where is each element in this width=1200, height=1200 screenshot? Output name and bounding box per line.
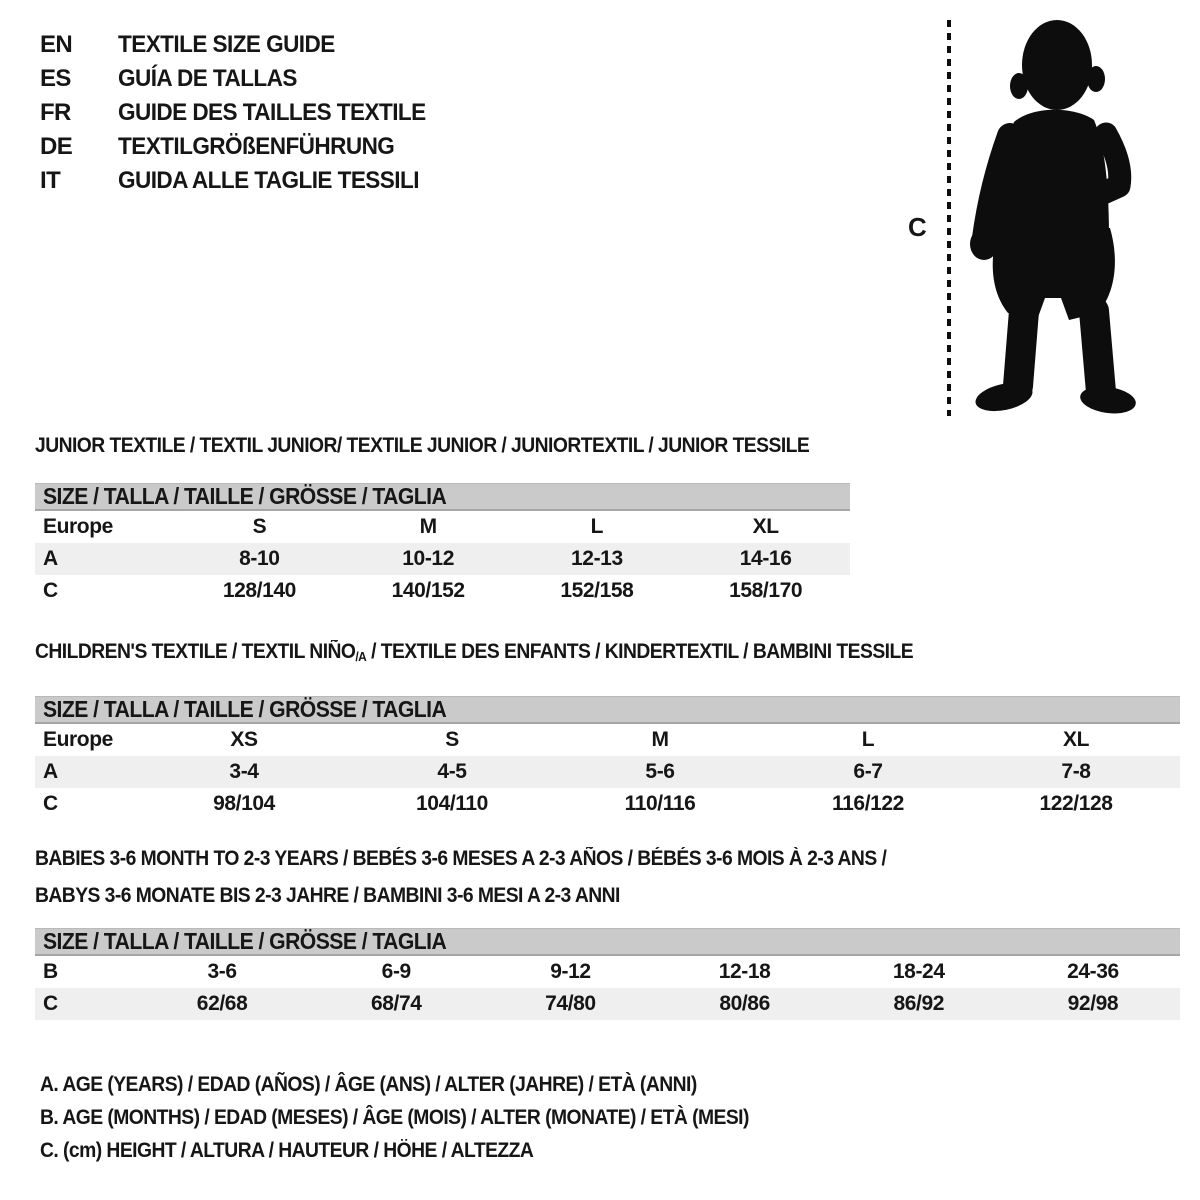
legend-line-a: A. AGE (YEARS) / EDAD (AÑOS) / ÂGE (ANS) / ALTER (JAHRE) / ETÀ (ANNI) [40,1073,697,1096]
legend-line-b: B. AGE (MONTHS) / EDAD (MESES) / ÂGE (MOIS) / ALTER (MONATE) / ETÀ (MESI) [40,1106,749,1129]
size-header-label: SIZE / TALLA / TAILLE / GRÖSSE / TAGLIA [43,696,447,722]
age-cell: 6-9 [381,960,411,983]
children-title-subscript: /A [355,649,367,664]
language-row-fr [40,96,445,130]
height-cell: 140/152 [391,579,465,602]
language-row-de [40,130,445,164]
babies-size-table [35,928,1180,1020]
junior-size-table [35,483,850,607]
height-cell: 158/170 [729,579,803,602]
height-cell: 74/80 [545,992,596,1015]
guide-title-fr: GUIDE DES TAILLES TEXTILE [118,99,426,126]
table-row-height-cm [35,575,850,607]
children-section-title [35,641,1088,668]
height-measure-dashed-line [947,20,951,416]
age-cell: 24-36 [1067,960,1119,983]
age-cell: 9-12 [550,960,591,983]
legend-line-c: C. (cm) HEIGHT / ALTURA / HAUTEUR / HÖHE / ALTEZZA [40,1139,534,1162]
children-title-rest: / TEXTILE DES ENFANTS / KINDERTEXTIL / BAMBINI TESSILE [366,640,914,663]
size-header-label: SIZE / TALLA / TAILLE / GRÖSSE / TAGLIA [43,928,447,954]
age-cell: 10-12 [402,547,454,570]
language-code: ES [40,65,71,92]
height-cell: 122/128 [1039,792,1113,815]
babies-title-line2: BABYS 3-6 MONATE BIS 2-3 JAHRE / BAMBINI 3-6 MESI A 2-3 ANNI [35,884,620,907]
children-section [35,641,1180,820]
table-row-europe [35,724,1180,756]
guide-title-es: GUÍA DE TALLAS [118,65,297,92]
language-title-list [40,28,445,198]
row-label: A [43,760,58,783]
junior-section [35,435,850,607]
language-code: DE [40,133,73,160]
size-cell: S [252,515,267,538]
age-cell: 4-5 [437,760,467,783]
age-cell: 3-4 [229,760,259,783]
guide-title-de: TEXTILGRÖßENFÜHRUNG [118,133,395,160]
language-code: IT [40,167,61,194]
babies-title-line1: BABIES 3-6 MONTH TO 2-3 YEARS / BEBÉS 3-6 MESES A 2-3 AÑOS / BÉBÉS 3-6 MOIS À 2-3 ANS / [35,847,887,870]
age-cell: 6-7 [853,760,883,783]
table-row-height-cm [35,988,1180,1020]
age-cell: 12-18 [718,960,771,983]
row-label: Europe [43,515,113,538]
age-cell: 14-16 [739,547,792,570]
height-cell: 110/116 [624,792,696,815]
height-cell: 104/110 [416,792,488,815]
row-label: C [43,792,58,815]
height-cell: 152/158 [560,579,634,602]
height-cell: 92/98 [1067,992,1119,1015]
legend-block [40,1068,811,1167]
age-cell: 3-6 [207,960,237,983]
size-header-bar [35,483,850,511]
height-cell: 98/104 [213,792,275,815]
row-label: C [43,579,58,602]
size-cell: L [590,515,604,538]
size-header-bar [35,696,1180,724]
toddler-silhouette [968,16,1140,420]
table-row-age-years [35,543,850,575]
height-cell: 62/68 [196,992,248,1015]
table-row-europe [35,511,850,543]
language-row-it [40,164,445,198]
table-row-age-months [35,956,1180,988]
height-cell: 128/140 [222,579,296,602]
size-cell: M [419,515,437,538]
language-row-en [40,28,445,62]
babies-section-title [35,840,1088,914]
size-cell: L [861,728,875,751]
children-size-table [35,696,1180,820]
size-cell: XS [230,728,258,751]
age-cell: 8-10 [239,547,280,570]
language-code: EN [40,31,73,58]
table-row-height-cm [35,788,1180,820]
height-cell: 116/122 [832,792,904,815]
age-cell: 18-24 [892,960,945,983]
junior-section-title: JUNIOR TEXTILE / TEXTIL JUNIOR/ TEXTILE JUNIOR / JUNIORTEXTIL / JUNIOR TESSILE [35,434,810,457]
size-header-label: SIZE / TALLA / TAILLE / GRÖSSE / TAGLIA [43,483,447,509]
size-header-bar [35,928,1180,956]
guide-title-it: GUIDA ALLE TAGLIE TESSILI [118,167,419,194]
size-cell: XL [752,515,779,538]
children-title-main: CHILDREN'S TEXTILE / TEXTIL NIÑO [35,640,356,663]
height-cell: 80/86 [719,992,770,1015]
size-cell: M [651,728,669,751]
height-measure-label-c: C [908,212,927,242]
row-label: A [43,547,58,570]
table-row-age-years [35,756,1180,788]
age-cell: 7-8 [1061,760,1091,783]
size-cell: XL [1062,728,1090,751]
babies-section [35,840,1180,1020]
language-row-es [40,62,445,96]
size-cell: S [445,728,459,751]
age-cell: 12-13 [571,547,623,570]
height-cell: 68/74 [370,992,422,1015]
height-cell: 86/92 [893,992,945,1015]
row-label: C [43,992,58,1015]
row-label: Europe [43,728,113,751]
row-label: B [43,960,58,983]
guide-title-en: TEXTILE SIZE GUIDE [118,31,335,58]
language-code: FR [40,99,71,126]
age-cell: 5-6 [645,760,675,783]
